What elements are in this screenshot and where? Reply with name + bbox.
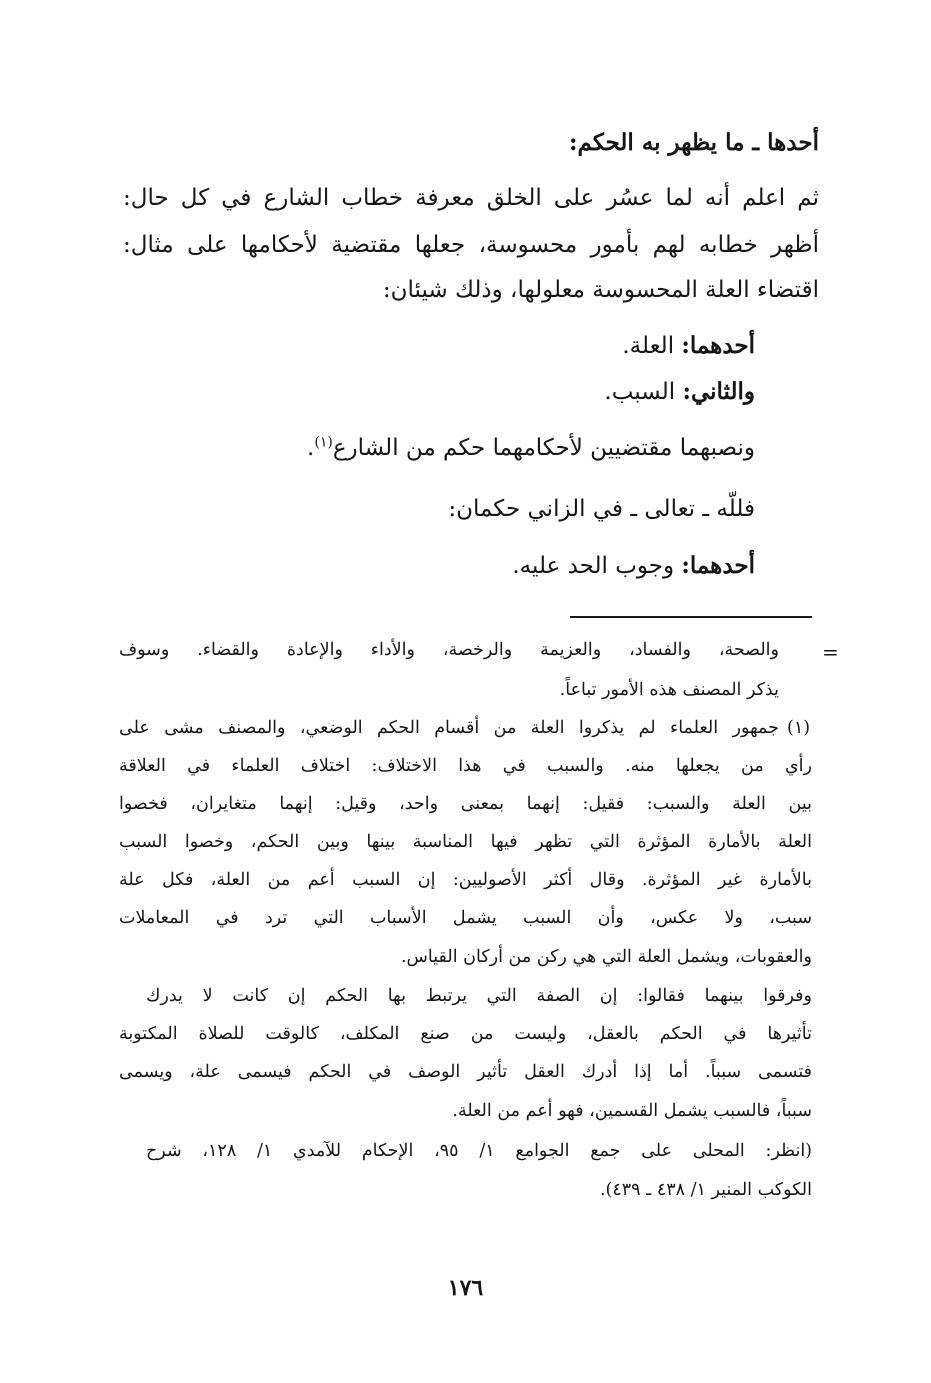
footnote-reference: (١) [314, 434, 333, 451]
paragraph-line-3: اقتضاء العلة المحسوسة معلولها، وذلك شيئان: [382, 277, 819, 303]
setting-end: . [307, 435, 315, 461]
first-item-label: أحدهما: [681, 332, 755, 359]
footnote-para2-line-2: تأثيرها في الحكم بالعقل، وليست من صنع المكلف، كالوقت للصلاة المكتوبة [119, 1024, 812, 1044]
hadd-line [512, 546, 755, 586]
footnote-line-4: العلة بالأمارة المؤثرة التي تظهر فيها المناسبة بينها وبين الحكم، وخصوا السبب [119, 832, 812, 852]
footnote-line-7: والعقوبات، ويشمل العلة التي هي ركن من أركان القياس. [400, 947, 812, 967]
second-item-text: السبب. [604, 379, 683, 405]
footnote-line-5: بالأمارة غير المؤثرة. وقال أكثر الأصوليين: إن السبب أعم من العلة، فكل علة [119, 870, 812, 890]
page-number: ١٧٦ [447, 1275, 484, 1301]
footnote-para2-line-4: سبباً، فالسبب يشمل القسمين، فهو أعم من العلة. [452, 1101, 812, 1121]
section-heading: أحدها ـ ما يظهر به الحكم: [569, 129, 819, 156]
footnote-refs-line-1: (انظر: المحلى على جمع الجوامع ١/ ٩٥، الإحكام للآمدي ١/ ١٢٨، شرح [146, 1141, 813, 1161]
footnote-separator [570, 616, 812, 618]
continuation-line-1: والصحة، والفساد، والعزيمة والرخصة، والأداء والإعادة والقضاء. وسوف [119, 640, 779, 660]
hadd-label: أحدهما: [681, 552, 755, 579]
paragraph-line-2: أظهر خطابه لهم بأمور محسوسة، جعلها مقتضية لأحكامها على مثال: [123, 232, 819, 258]
footnote-para2-line-1: وفرقوا بينهما فقالوا: إن الصفة التي يرتبط بها الحكم إن كانت لا يدرك [146, 986, 812, 1006]
footnote-refs-line-2: الكوكب المنير ١/ ٤٣٨ ـ ٤٣٩). [599, 1180, 812, 1200]
continuation-line-2: يذكر المصنف هذه الأمور تباعاً. [559, 680, 779, 700]
allah-line: فللّه ـ تعالى ـ في الزاني حكمان: [448, 496, 755, 522]
hadd-text: وجوب الحد عليه. [512, 553, 682, 579]
first-item-text: العلة. [622, 333, 682, 359]
footnote-para2-line-3: فتسمى سبباً. أما إذا أدرك العقل تأثير الوصف في الحكم فيسمى علة، ويسمى [119, 1062, 812, 1082]
second-item-line [604, 372, 755, 412]
first-item-line [622, 326, 755, 366]
footnote-line-2: رأي من يجعلها منه. والسبب في هذا الاختلاف: اختلاف العلماء في العلاقة [119, 756, 812, 776]
second-item-label: والثاني: [682, 378, 755, 405]
footnote-line-6: سبب، ولا عكس، وأن السبب يشمل الأسباب التي ترد في المعاملات [119, 908, 812, 928]
setting-line [307, 428, 755, 468]
footnote-line-3: بين العلة والسبب: فقيل: إنهما بمعنى واحد، وقيل: إنهما متغايران، فخصوا [119, 794, 812, 814]
setting-text: ونصبهما مقتضيين لأحكامهما حكم من الشارع [332, 435, 755, 461]
paragraph-line-1: ثم اعلم أنه لما عسُر على الخلق معرفة خطاب الشارع في كل حال: [123, 185, 819, 211]
footnote-line-1: جمهور العلماء لم يذكروا العلة من أقسام الحكم الوضعي، والمصنف مشى على [119, 718, 779, 738]
continuation-mark: = [822, 640, 839, 664]
footnote-number: (١) [787, 718, 811, 738]
